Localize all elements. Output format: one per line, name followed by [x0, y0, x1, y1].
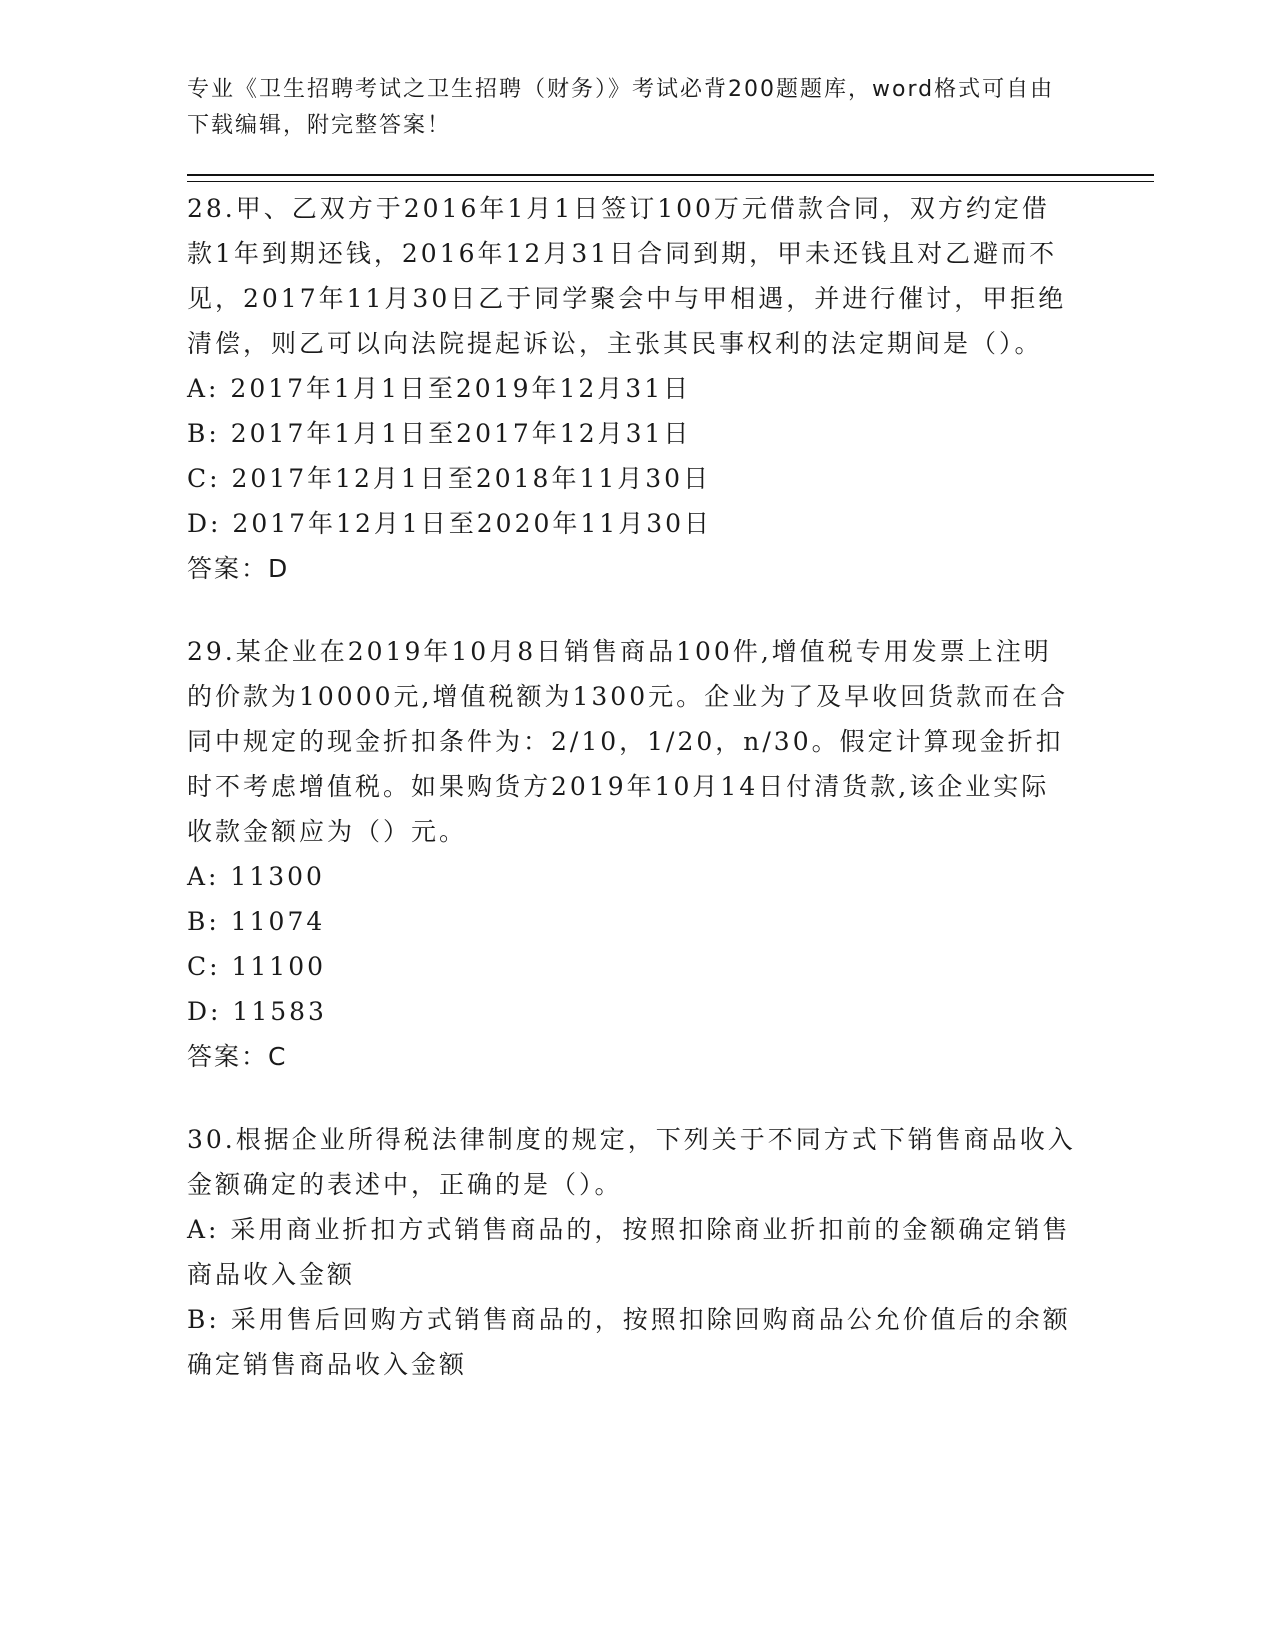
- answer-line: 答案：D: [187, 554, 290, 583]
- option-b: B: 11074: [187, 907, 326, 936]
- option-c: C: 2017年12月1日至2018年11月30日: [187, 464, 712, 493]
- question-29: [187, 629, 1077, 1079]
- option-c: C: 11100: [187, 952, 327, 981]
- question-list: [187, 186, 1077, 1425]
- option-a: A: 2017年1月1日至2019年12月31日: [187, 374, 692, 403]
- answer-line: 答案：C: [187, 1042, 288, 1071]
- header-divider-thick: [187, 174, 1154, 176]
- question-28: [187, 186, 1077, 591]
- option-a: A: 11300: [187, 862, 325, 891]
- option-b: B: 2017年1月1日至2017年12月31日: [187, 419, 692, 448]
- option-d: D: 11583: [187, 997, 327, 1026]
- option-a: A: 采用商业折扣方式销售商品的，按照扣除商业折扣前的金额确定销售商品收入金额: [187, 1215, 1071, 1289]
- question-text: 29.某企业在2019年10月8日销售商品100件,增值税专用发票上注明的价款为10000元,增值税额为1300元。企业为了及早收回货款而在合同中规定的现金折扣条件为：2/10，1/20，n/30。假定计算现金折扣时不考虑增值税。如果购货方2019年10月14日付清货款,该企业实际收款金额应为（）元。: [187, 637, 1069, 846]
- option-b: B: 采用售后回购方式销售商品的，按照扣除回购商品公允价值后的余额确定销售商品收入金额: [187, 1305, 1071, 1379]
- question-text: 28.甲、乙双方于2016年1月1日签订100万元借款合同，双方约定借款1年到期还钱，2016年12月31日合同到期，甲未还钱且对乙避而不见，2017年11月30日乙于同学聚会中与甲相遇，并进行催讨，甲拒绝清偿，则乙可以向法院提起诉讼，主张其民事权利的法定期间是（）。: [187, 194, 1067, 358]
- option-d: D: 2017年12月1日至2020年11月30日: [187, 509, 713, 538]
- header-divider-thin: [187, 181, 1154, 182]
- question-30: [187, 1117, 1077, 1387]
- question-text: 30.根据企业所得税法律制度的规定，下列关于不同方式下销售商品收入金额确定的表述中，正确的是（）。: [187, 1125, 1076, 1199]
- document-header: 专业《卫生招聘考试之卫生招聘（财务）》考试必背200题题库，word格式可自由下载编辑，附完整答案！: [187, 77, 1055, 138]
